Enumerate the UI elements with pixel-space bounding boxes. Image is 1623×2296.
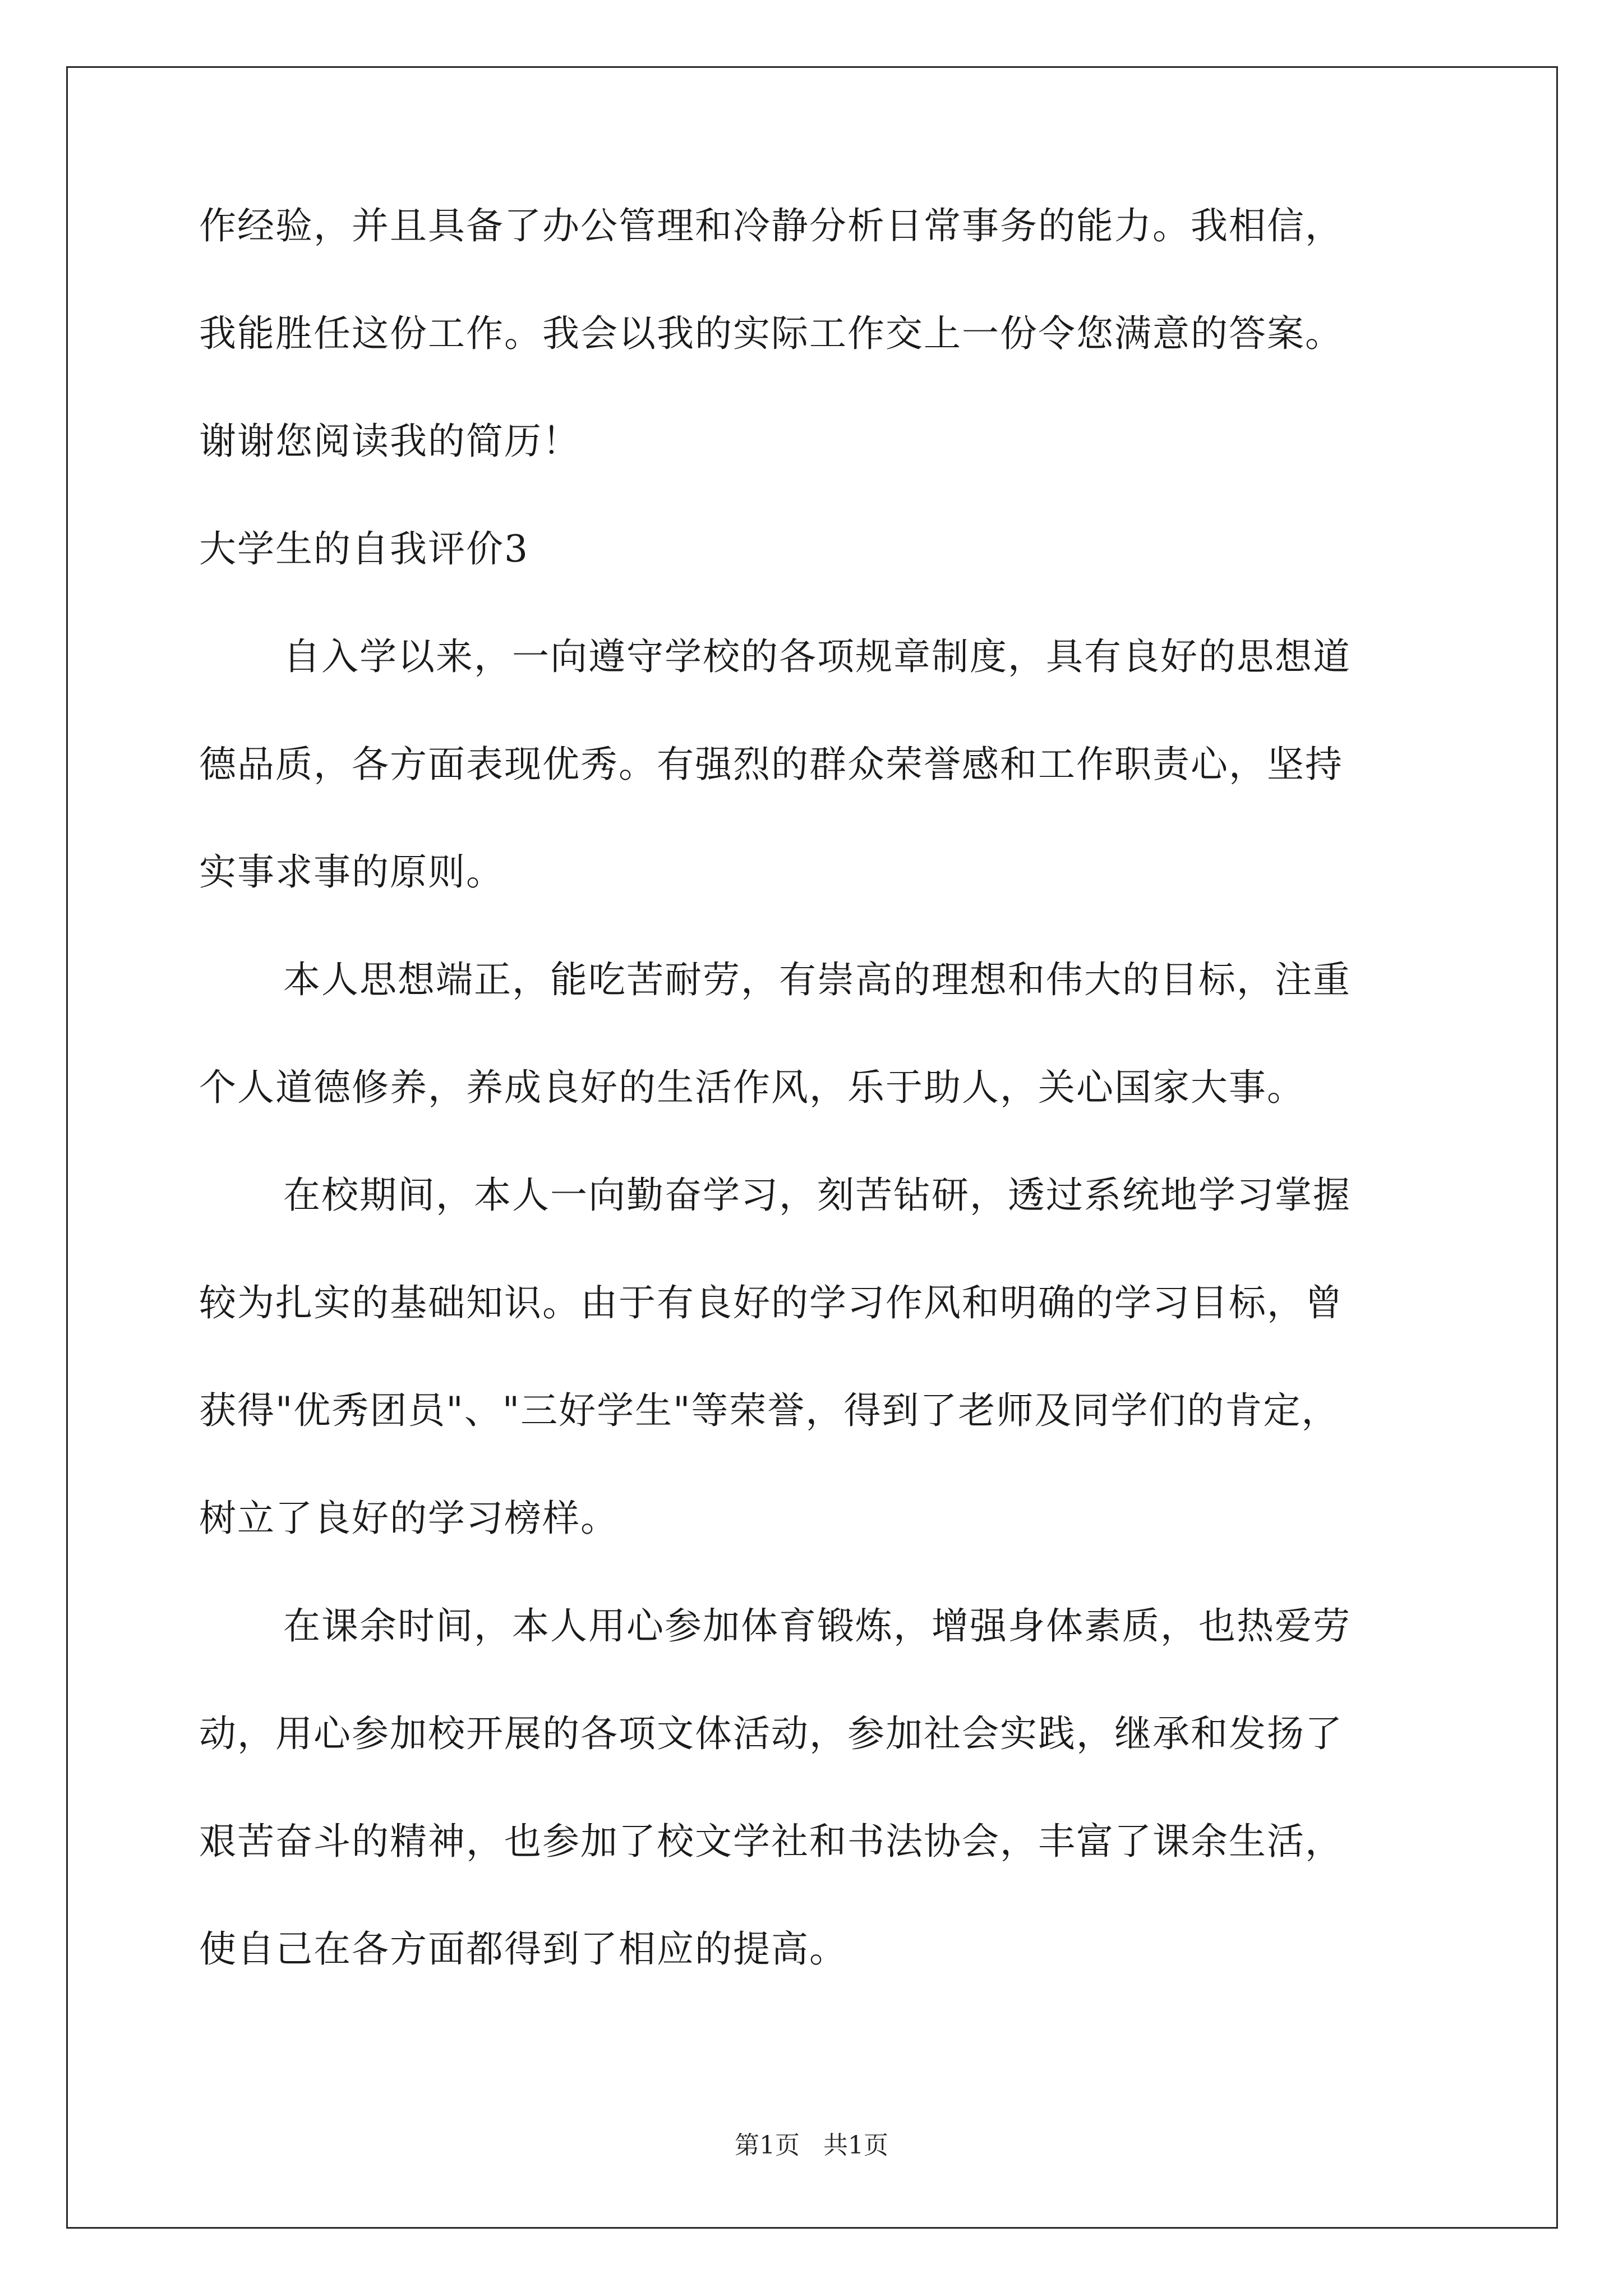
text-line: 获得"优秀团员"、"三好学生"等荣誉，得到了老师及同学们的肯定，: [199, 1389, 1340, 1432]
page-footer: [0, 2125, 1623, 2161]
page-number: 第1页 共1页: [735, 2131, 888, 2160]
paragraph: [199, 1599, 1433, 1976]
text-line: 谢谢您阅读我的简历！: [199, 420, 580, 463]
heading-text: 大学生的自我评价3: [199, 527, 529, 570]
text-line: 我能胜任这份工作。我会以我的实际工作交上一份令您满意的答案。: [199, 312, 1343, 355]
text-line: 本人思想端正，能吃苦耐劳，有崇高的理想和伟大的目标，注重: [283, 958, 1351, 1001]
text-line: 个人道德修养，养成良好的生活作风，乐于助人，关心国家大事。: [199, 1066, 1305, 1109]
section-heading: [199, 522, 1433, 576]
paragraph: [199, 630, 1433, 899]
text-line: 实事求事的原则。: [199, 850, 504, 894]
text-line: 自入学以来，一向遵守学校的各项规章制度，具有良好的思想道: [283, 635, 1351, 678]
paragraph: [199, 1168, 1433, 1545]
text-line: 作经验，并且具备了办公管理和冷静分析日常事务的能力。我相信，: [199, 204, 1343, 247]
paragraph: [199, 953, 1433, 1115]
text-line: 德品质，各方面表现优秀。有强烈的群众荣誉感和工作职责心，坚持: [199, 743, 1343, 786]
text-line: 艰苦奋斗的精神，也参加了校文学社和书法协会，丰富了课余生活，: [199, 1820, 1343, 1863]
text-line: 使自己在各方面都得到了相应的提高。: [199, 1927, 847, 1971]
text-line: 在课余时间，本人用心参加体育锻炼，增强身体素质，也热爱劳: [283, 1604, 1351, 1648]
text-line: 在校期间，本人一向勤奋学习，刻苦钻研，透过系统地学习掌握: [283, 1174, 1351, 1217]
text-line: 树立了良好的学习榜样。: [199, 1497, 619, 1540]
text-line: 较为扎实的基础知识。由于有良好的学习作风和明确的学习目标，曾: [199, 1281, 1343, 1324]
paragraph: [199, 199, 1433, 468]
text-line: 动，用心参加校开展的各项文体活动，参加社会实践，继承和发扬了: [199, 1712, 1343, 1755]
document-body: [199, 199, 1433, 1976]
